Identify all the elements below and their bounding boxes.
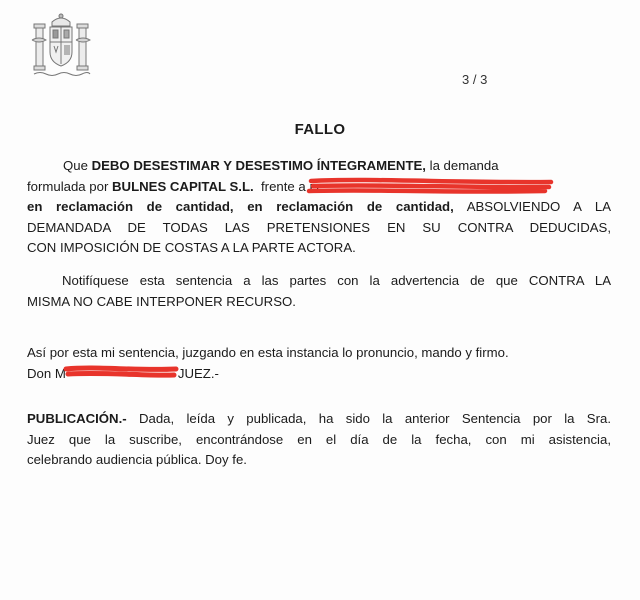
ruling-text: ABSOLVIENDO A LA — [453, 199, 612, 214]
publication-line-2: Juez que la suscribe, encontrándose en el día de la fecha, con mi asistencia, — [27, 431, 611, 447]
section-title: FALLO — [294, 121, 346, 138]
publication-line-3: celebrando audiencia pública. Doy fe. — [27, 452, 247, 467]
ruling-bold-text: DEBO DESESTIMAR Y DESESTIMO ÍNTEGRAMENTE, — [91, 158, 426, 173]
notification-line-2: MISMA NO CABE INTERPONER RECURSO. — [27, 293, 296, 309]
redacted-defendant-name — [309, 179, 553, 196]
notification-paragraph — [27, 271, 611, 312]
ruling-text: la demanda — [425, 158, 499, 173]
publication-text: Dada, leída y publicada, ha sido la anterior Sentencia por la Sra. — [126, 411, 611, 426]
ruling-line-5: CON IMPOSICIÓN DE COSTAS A LA PARTE ACTORA. — [27, 240, 356, 255]
signature-paragraph — [27, 343, 611, 384]
ruling-text: frente a — [253, 178, 310, 194]
judge-name-prefix: Don M — [27, 365, 66, 381]
notification-line-1: Notifíquese esta sentencia a las partes con la advertencia de que CONTRA LA — [62, 273, 611, 288]
signature-line-1: Así por esta mi sentencia, juzgando en esta instancia lo pronuncio, mando y firmo. — [27, 345, 509, 360]
publication-line-1 — [27, 409, 611, 430]
ruling-line-2 — [27, 177, 611, 198]
ruling-line-3 — [27, 197, 611, 218]
ruling-text: Que — [63, 158, 92, 173]
publication-label: PUBLICACIÓN.- — [27, 411, 127, 426]
redacted-judge-name — [66, 366, 178, 380]
publication-paragraph — [27, 409, 611, 471]
ruling-line-1 — [27, 156, 611, 177]
ruling-paragraph — [27, 156, 611, 259]
judge-title: JUEZ.- — [177, 365, 219, 381]
signature-line-2 — [27, 364, 611, 385]
coat-of-arms-icon — [30, 12, 92, 78]
ruling-text: formulada por — [27, 178, 113, 194]
ruling-line-4: DEMANDADA DE TODAS LAS PRETENSIONES EN SU CONTRA DEDUCIDAS, — [27, 219, 611, 235]
redaction-scribble — [66, 363, 178, 383]
redaction-scribble — [309, 176, 553, 196]
page-number: 3 / 3 — [462, 72, 488, 87]
ruling-bold-text: en reclamación de cantidad, en reclamación de cantidad, — [27, 199, 454, 214]
redacted-initial: D — [309, 180, 319, 196]
plaintiff-name: BULNES CAPITAL S.L. — [112, 178, 254, 194]
